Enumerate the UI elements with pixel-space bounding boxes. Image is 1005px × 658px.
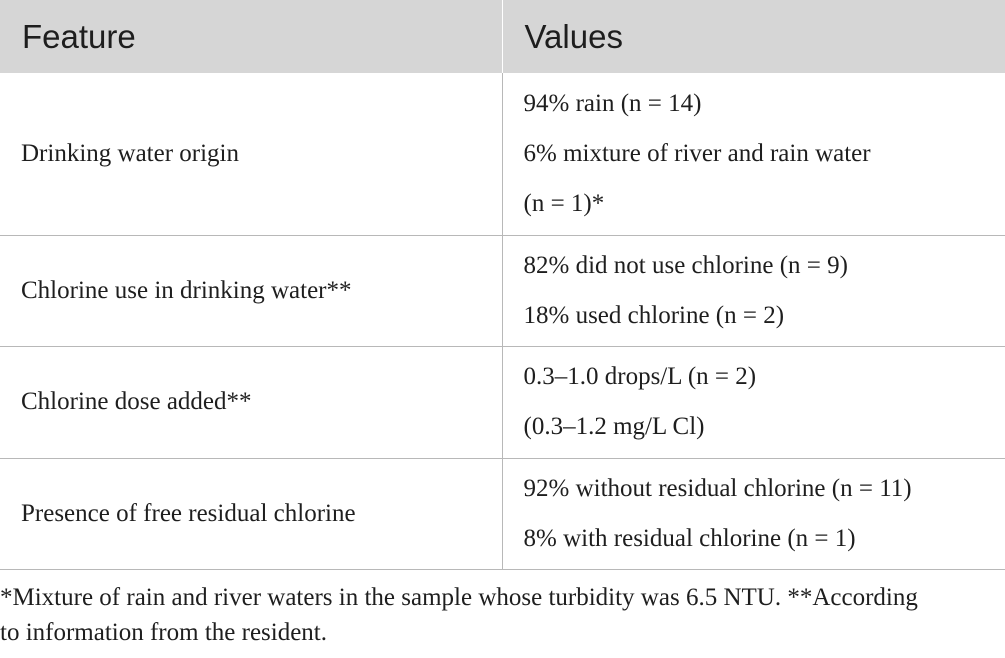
value-line: (n = 1)*	[523, 189, 605, 217]
values-cell	[502, 346, 1005, 458]
table-row	[0, 458, 1005, 569]
table-row	[0, 346, 1005, 458]
header-values: Values	[502, 0, 1005, 73]
value-line: 6% mixture of river and rain water	[523, 139, 871, 167]
feature-cell: Chlorine use in drinking water**	[0, 235, 502, 346]
value-line: (0.3–1.2 mg/L Cl)	[523, 413, 705, 440]
footnote-line: *Mixture of rain and river waters in the sample whose turbidity was 6.5 NTU. **According	[0, 584, 918, 611]
value-line: 18% used chlorine (n = 2)	[523, 301, 785, 329]
feature-cell: Chlorine dose added**	[0, 346, 502, 458]
value-line: 0.3–1.0 drops/L (n = 2)	[523, 363, 757, 390]
table-header-row	[0, 0, 1005, 73]
values-cell	[502, 73, 1005, 235]
table-row	[0, 73, 1005, 235]
value-line: 8% with residual chlorine (n = 1)	[523, 524, 856, 552]
value-line: 92% without residual chlorine (n = 11)	[523, 474, 912, 502]
values-cell	[502, 235, 1005, 346]
value-line: 94% rain (n = 14)	[523, 89, 702, 117]
footnote-line: to information from the resident.	[0, 619, 328, 646]
table-row	[0, 235, 1005, 346]
table-footnote	[0, 580, 1005, 650]
header-feature: Feature	[0, 0, 502, 73]
feature-cell: Drinking water origin	[0, 73, 502, 235]
value-line: 82% did not use chlorine (n = 9)	[523, 251, 848, 279]
values-cell	[502, 458, 1005, 569]
feature-cell: Presence of free residual chlorine	[0, 458, 502, 569]
